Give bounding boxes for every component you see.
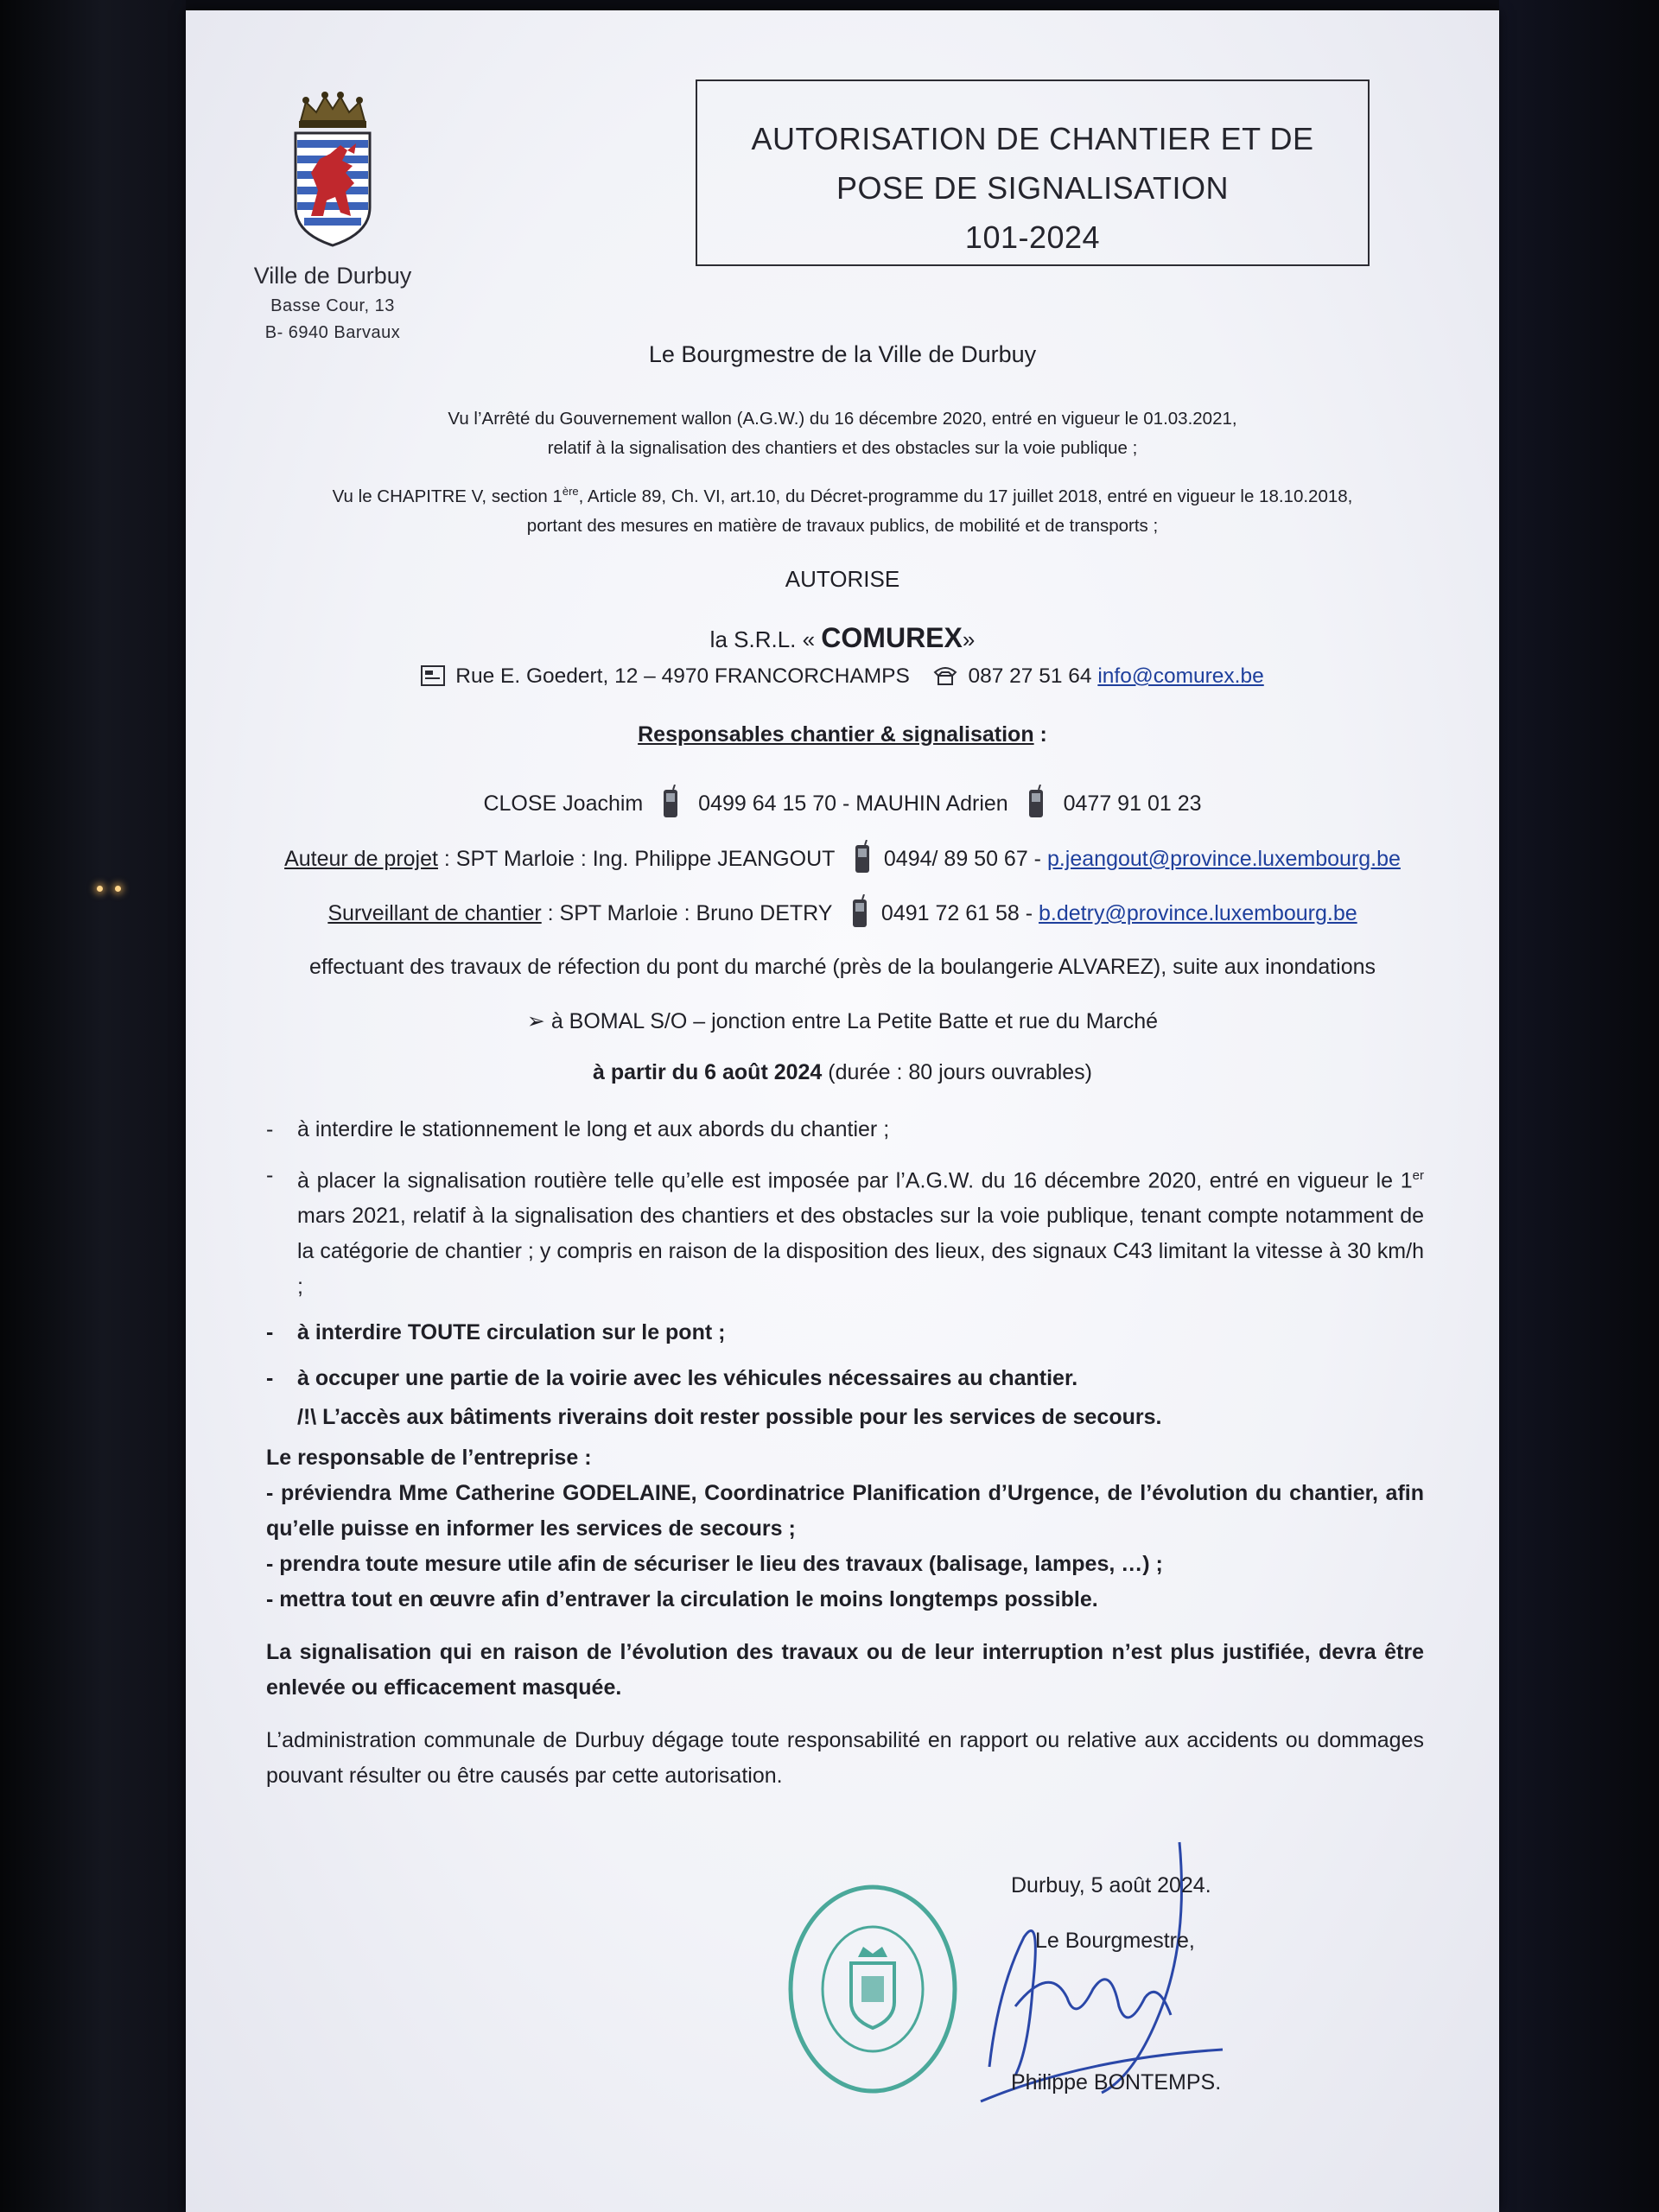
mobile-phone-icon: [1027, 785, 1046, 819]
responsable-phones: 0499 64 15 70 - MAUHIN Adrien: [698, 791, 1008, 816]
list-item: - à placer la signalisation routière telle qu’elle est imposée par l’A.G.W. du 16 décembre 2020, entré en vigueur le 1er mars 2021, relatif à la signalisation des chantiers et des obstacles sur la voie publique, tenant compte notamment de la catégorie de chantier ; y compris en raison de la disposition des lieux, des signaux C43 limitant la vitesse à 30 km/h ;: [266, 1158, 1424, 1305]
company-obligations-heading: Le responsable de l’entreprise :: [266, 1446, 592, 1471]
autorise-heading: AUTORISE: [785, 566, 900, 592]
site-supervisor-email-link[interactable]: b.detry@province.luxembourg.be: [1039, 901, 1357, 925]
works-date: [186, 1060, 1499, 1085]
address-icon: [421, 665, 445, 686]
legal-basis-2-sup: ère: [562, 485, 579, 498]
site-supervisor-line: [186, 894, 1499, 929]
document-page: [186, 10, 1499, 2212]
works-description: effectuant des travaux de réfection du pont du marché (près de la boulangerie ALVAREZ), suite aux inondations: [308, 955, 1376, 979]
works-start-date: à partir du 6 août 2024: [592, 1060, 823, 1084]
city-street: Basse Cour, 13: [270, 296, 395, 315]
legal-basis-2-line: portant des mesures en matière de travaux publics, de mobilité et de transports ;: [526, 515, 1159, 536]
light-dot: [115, 886, 121, 892]
light-dot: [97, 886, 103, 892]
company-address: Rue E. Goedert, 12 – 4970 FRANCORCHAMPS: [455, 664, 910, 688]
mobile-phone-icon: [850, 894, 869, 929]
company-suffix: »: [962, 626, 976, 652]
city-postal: B- 6940 Barvaux: [264, 323, 401, 342]
company-name-line: [186, 622, 1499, 654]
site-supervisor-label: Surveillant de chantier: [327, 901, 542, 925]
legal-basis-1-line: relatif à la signalisation des chantiers et des obstacles sur la voie publique ;: [547, 438, 1138, 458]
document-title-line: AUTORISATION DE CHANTIER ET DE: [751, 121, 1314, 156]
company-phone: 087 27 51 64: [968, 664, 1092, 688]
works-duration: (durée : 80 jours ouvrables): [822, 1060, 1093, 1084]
arrow-bullet-icon: ➢: [526, 1009, 545, 1033]
site-supervisor-text: : SPT Marloie : Bruno DETRY: [541, 901, 832, 925]
list-item-sup: er: [1412, 1168, 1424, 1183]
legal-basis-2-line: [186, 477, 1499, 512]
company-email-link[interactable]: info@comurex.be: [1097, 664, 1264, 688]
site-supervisor-phone: 0491 72 61 58 -: [880, 901, 1039, 925]
project-author-phone: 0494/ 89 50 67 -: [883, 847, 1047, 871]
signature-role: Le Bourgmestre,: [1035, 1929, 1195, 1953]
city-name: Ville de Durbuy: [253, 263, 412, 289]
legal-basis-2-post: , Article 89, Ch. VI, art.10, du Décret-programme du 17 juillet 2018, entré en vigueur le 18.10.2018,: [578, 486, 1353, 506]
company-prefix: la S.R.L. «: [709, 626, 822, 652]
document-title-line: POSE DE SIGNALISATION: [836, 170, 1229, 206]
list-item-text-b: mars 2021, relatif à la signalisation des chantiers et des obstacles sur la voie publique, tenant compte notamment de la catégorie de chantier ; y compris en raison de la disposition des lieux, des signaux C43 limitant la vitesse à 30 km/h ;: [297, 1204, 1424, 1300]
company-obligation: - prendra toute mesure utile afin de sécuriser le lieu des travaux (balisage, lampes, …) ;: [266, 1552, 1163, 1577]
legal-basis-2-pre: Vu le CHAPITRE V, section 1: [332, 486, 563, 506]
legal-basis-1: [186, 404, 1499, 463]
disclaimer-paragraph: L’administration communale de Durbuy dégage toute responsabilité en rapport ou relative aux accidents ou dommages pouvant résulter ou être causés par cette autorisation.: [266, 1728, 1424, 1789]
legal-basis-1-line: Vu l’Arrêté du Gouvernement wallon (A.G.W.) du 16 décembre 2020, entré en vigueur le 01.03.2021,: [448, 409, 1237, 429]
responsable-2-phone: 0477 91 01 23: [1063, 791, 1202, 816]
works-location: [186, 1008, 1499, 1034]
authorisation-items: [266, 1112, 1424, 1794]
issuer-line: Le Bourgmestre de la Ville de Durbuy: [648, 341, 1037, 367]
list-item-text: à interdire TOUTE circulation sur le pont ;: [297, 1320, 726, 1345]
municipal-letterhead: [220, 86, 445, 343]
responsables-heading-text: Responsables chantier & signalisation: [638, 722, 1034, 747]
responsables-line: [186, 785, 1499, 819]
warning-note: /!\ L’accès aux bâtiments riverains doit rester possible pour les services de secours.: [297, 1405, 1162, 1430]
municipal-stamp-icon: [782, 1881, 963, 2097]
list-item: - à interdire le stationnement le long et aux abords du chantier ;: [266, 1112, 1424, 1147]
telephone-icon: [933, 665, 957, 686]
list-item-text-a: à placer la signalisation routière telle qu’elle est imposée par l’A.G.W. du 16 décembre 2020, entré en vigueur le 1: [297, 1168, 1413, 1193]
coat-of-arms-icon: [285, 86, 380, 251]
document-number: 101-2024: [964, 219, 1101, 255]
signatory-name: Philippe BONTEMPS.: [1011, 2070, 1222, 2094]
responsable-1-name: CLOSE Joachim: [483, 791, 644, 816]
company-obligation: - mettra tout en œuvre afin d’entraver la circulation le moins longtemps possible.: [266, 1587, 1098, 1612]
works-location-text: à BOMAL S/O – jonction entre La Petite Batte et rue du Marché: [544, 1009, 1159, 1033]
company-obligation: - préviendra Mme Catherine GODELAINE, Coordinatrice Planification d’Urgence, de l’évolution du chantier, afin qu’elle puisse en informer les services de secours ;: [266, 1481, 1424, 1541]
list-item-text: à occuper une partie de la voirie avec les véhicules nécessaires au chantier.: [297, 1366, 1078, 1391]
closing-paragraph: La signalisation qui en raison de l’évolution des travaux ou de leur interruption n’est plus justifiée, devra être enlevée ou efficacement masquée.: [266, 1640, 1424, 1700]
mobile-phone-icon: [853, 840, 872, 874]
project-author-line: [186, 840, 1499, 874]
signature-block: [1011, 1858, 1221, 2110]
company-contact-line: [186, 664, 1499, 689]
list-item: - à occuper une partie de la voirie avec les véhicules nécessaires au chantier.: [266, 1361, 1424, 1396]
company-name: COMUREX: [821, 622, 963, 653]
legal-basis-2: [186, 477, 1499, 541]
background-frame-right: [1499, 0, 1659, 2212]
project-author-label: Auteur de projet: [284, 847, 438, 871]
list-item: - à interdire TOUTE circulation sur le pont ;: [266, 1315, 1424, 1351]
list-item-text: à interdire le stationnement le long et aux abords du chantier ;: [297, 1117, 890, 1141]
mobile-phone-icon: [661, 785, 680, 819]
responsables-heading: [186, 722, 1499, 747]
document-title-box: [696, 79, 1370, 266]
list-item-text: [297, 1158, 1424, 1305]
background-lights: [97, 886, 121, 892]
signature-place-date: Durbuy, 5 août 2024.: [1011, 1873, 1211, 1897]
project-author-text: : SPT Marloie : Ing. Philippe JEANGOUT: [437, 847, 835, 871]
project-author-email-link[interactable]: p.jeangout@province.luxembourg.be: [1046, 847, 1401, 871]
responsables-heading-colon: :: [1033, 722, 1047, 747]
background-frame-left: [0, 0, 186, 2212]
